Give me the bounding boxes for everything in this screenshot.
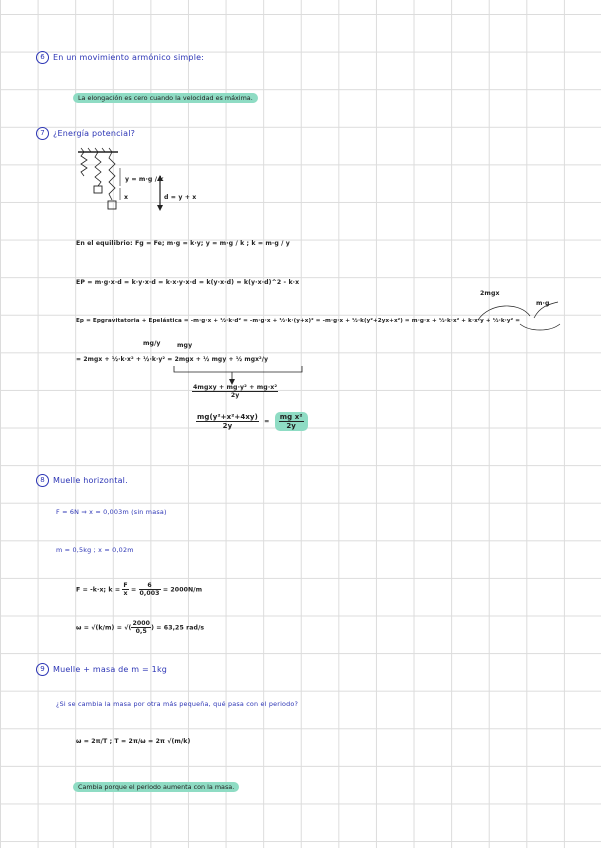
sum-line: = 2mgx + ½·k·x² + ½·k·y² = 2mgx + ½ mgy + ½ mgx²/y (76, 356, 269, 363)
q8-line-4-right: ) = 63,25 rad/s (151, 624, 205, 632)
figure-d-label: d = y + x (164, 194, 197, 201)
question-9-heading (36, 659, 167, 678)
q9-question: ¿Si se cambia la masa por otra más pequeña, qué pasa con el periodo? (56, 700, 299, 708)
spring-diagram (76, 148, 216, 218)
question-6-title: En un movimiento armónico simple: (53, 53, 205, 62)
annotation-2mgx: 2mgx (480, 290, 500, 297)
ep-full-line: Ep = Epgravitatoria + Epelástica = -m·g·x + ½·k·d² = -m·g·x + ½·k·(y+x)² = -m·g·x + ½·k(y²+2yx+x²) = m·g·x + ½·k·x² + k·x·y + ½·k·y² = (76, 318, 521, 324)
q8-line-3-left: F = -k·x; k = (76, 586, 123, 594)
result-highlight (275, 412, 308, 431)
question-9-number: 9 (36, 663, 49, 676)
question-8-title: Muelle horizontal. (53, 476, 128, 485)
annotation-mg-over-y: mg/y (143, 340, 161, 347)
figure-x-label: x (124, 194, 129, 201)
question-7-number: 7 (36, 127, 49, 140)
equilibrium-label: En el equilibrio: (76, 240, 133, 247)
q8-line-3-den: x (123, 590, 128, 597)
equilibrium-line (76, 240, 290, 247)
q8-line-4 (76, 620, 204, 635)
q8-line-4-num: 2000 (132, 620, 151, 627)
final-numerator: mg(y²+x²+4xy) (197, 413, 258, 421)
final-denominator: 2y (222, 422, 233, 430)
combined-numerator: 4mgxy + mg·y² + mg·x² (193, 384, 278, 391)
combined-denominator: 2y (230, 392, 240, 399)
annotation-mg: m·g (536, 300, 550, 307)
q8-line-3-num2: 6 (139, 582, 161, 590)
result-numerator: mg x² (279, 413, 303, 421)
question-9-title: Muelle + masa de m = 1kg (53, 665, 168, 674)
question-7-title: ¿Energía potencial? (53, 129, 136, 138)
q8-line-4-left: ω = √(k/m) = √( (76, 624, 132, 632)
q8-line-2: m = 0,5kg ; x = 0,02m (56, 546, 134, 554)
annotation-mgy: mgy (177, 342, 193, 349)
q8-line-1: F = 6N ⇒ x = 0,003m (sin masa) (56, 508, 167, 516)
q8-line-4-den: 0,5 (135, 628, 147, 635)
figure-y-label: y = m·g / k (125, 176, 164, 183)
question-8-heading (36, 470, 128, 489)
question-6-answer (73, 85, 258, 104)
question-7-heading (36, 123, 135, 142)
final-fraction-row: $\frac{\text{mg(y²+x²+4xy)}}{2y}$ = $\frac{\text{mg x²}}{2y}$ (196, 412, 308, 431)
q8-line-3 (76, 582, 202, 597)
q8-line-3-num: F (123, 582, 128, 589)
q8-line-3-right: = 2000N/m (160, 586, 203, 594)
equilibrium-equation: Fg = Fe; m·g = k·y; y = m·g / k ; k = m·g / y (134, 240, 290, 247)
question-8-number: 8 (36, 474, 49, 487)
ep-line: EP = m·g·x·d = k·y·x·d = k·x·y·x·d = k(y·x·d) = k(y·x·d)^2 - k·x (76, 279, 300, 286)
q8-line-3-mid: = (128, 586, 139, 594)
question-9-answer (73, 774, 239, 793)
q9-formula: ω = 2π/T ; T = 2π/ω = 2π √(m/k) (76, 738, 191, 745)
q8-line-3-den2: 0,003 (139, 590, 160, 597)
combined-fraction (192, 384, 278, 399)
question-6-heading (36, 47, 204, 66)
answer-highlight: La elongación es cero cuando la velocidad es máxima. (73, 93, 258, 103)
answer-highlight: Cambia porque el periodo aumenta con la masa. (73, 782, 239, 792)
question-6-number: 6 (36, 51, 49, 64)
result-denominator: 2y (286, 422, 296, 430)
